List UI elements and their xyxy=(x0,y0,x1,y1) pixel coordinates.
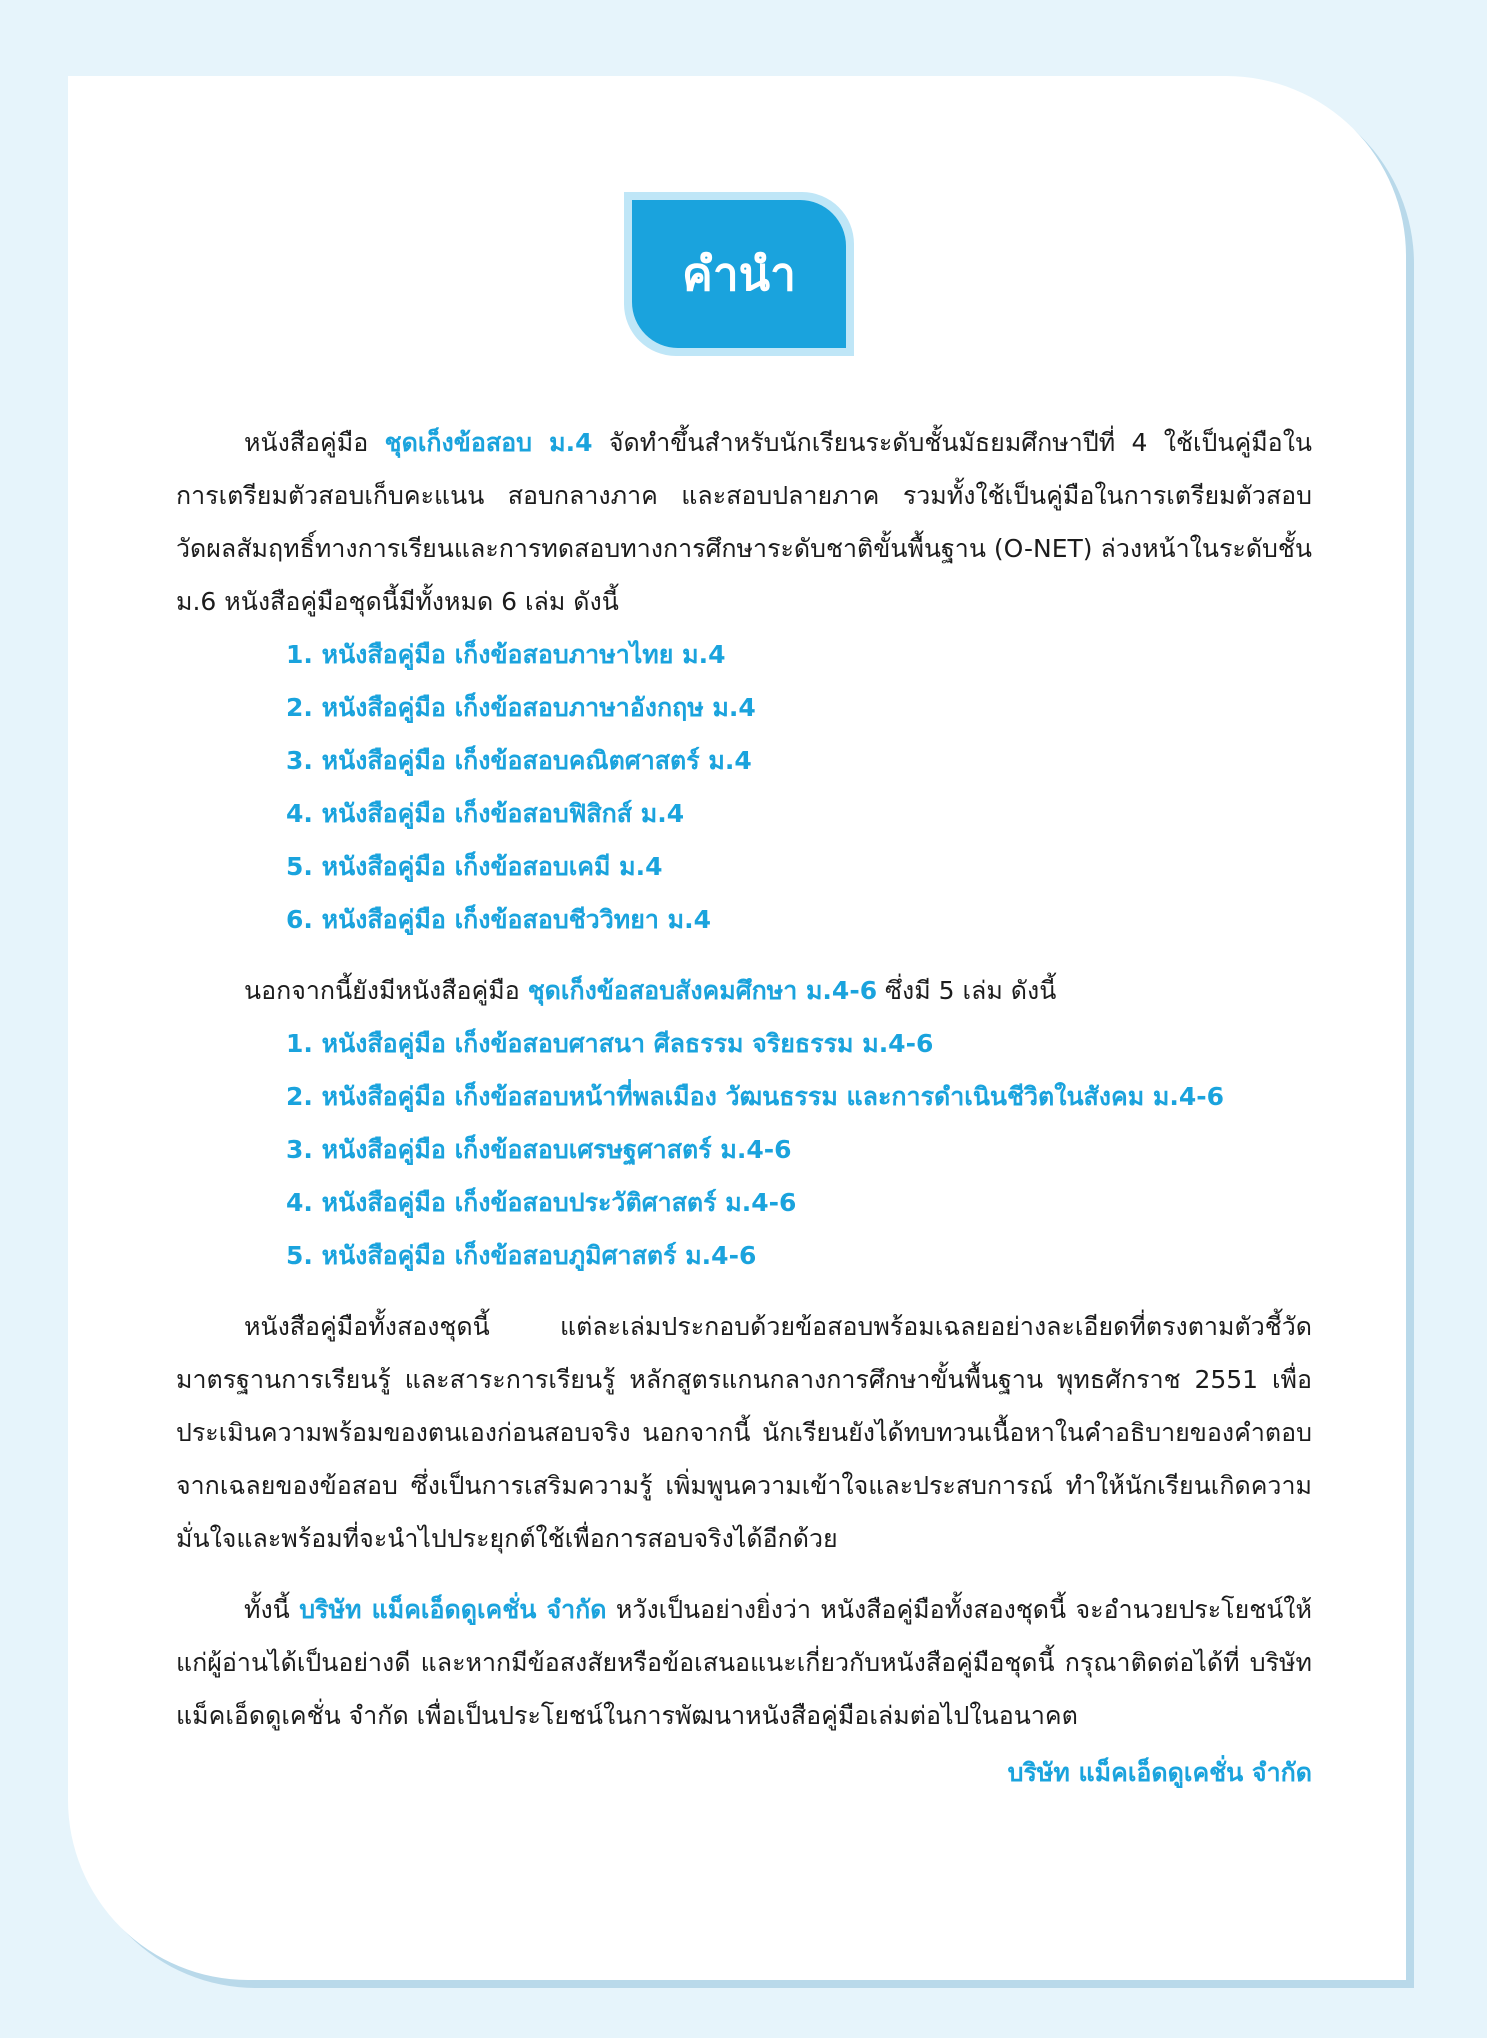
list-item: 3. หนังสือคู่มือ เก็งข้อสอบเศรษฐศาสตร์ ม.4-6 xyxy=(286,1135,792,1164)
paragraph-closing-pre: ทั้งนี้ xyxy=(244,1595,300,1624)
spacer xyxy=(176,1565,1312,1583)
paragraph-social-post: ซึ่งมี 5 เล่ม ดังนี้ xyxy=(877,976,1057,1005)
signature: บริษัท แม็คเอ็ดดูเคชั่น จำกัด xyxy=(1007,1758,1312,1787)
company-name: บริษัท แม็คเอ็ดดูเคชั่น จำกัด xyxy=(299,1595,607,1624)
list-item: 6. หนังสือคู่มือ เก็งข้อสอบชีววิทยา ม.4 xyxy=(286,905,711,934)
list-item: 5. หนังสือคู่มือ เก็งข้อสอบภูมิศาสตร์ ม.4-6 xyxy=(286,1241,757,1270)
paragraph-social xyxy=(176,964,1312,1017)
paragraph-intro-post: จัดทำขึ้นสำหรับนักเรียนระดับชั้นมัธยมศึกษาปีที่ 4 ใช้เป็นคู่มือในการเตรียมตัวสอบเก็บคะแนน สอบกลางภาค และสอบปลายภาค รวมทั้งใช้เป็นคู่มือในการเตรียมตัวสอบวัดผลสัมฤทธิ์ทางการเรียนและการทดสอบทางการศึกษาระดับชาติขั้นพื้นฐาน (O-NET) ล่วงหน้าในระดับชั้น ม.6 หนังสือคู่มือชุดนี้มีทั้งหมด 6 เล่ม ดังนี้ xyxy=(176,428,1312,616)
page-title: คำนำ xyxy=(682,246,796,301)
list-item: 2. หนังสือคู่มือ เก็งข้อสอบภาษาอังกฤษ ม.4 xyxy=(286,693,756,722)
list-item: 4. หนังสือคู่มือ เก็งข้อสอบประวัติศาสตร์ ม.4-6 xyxy=(286,1188,797,1217)
paragraph-social-pre: นอกจากนี้ยังมีหนังสือคู่มือ xyxy=(244,976,528,1005)
paragraph-intro xyxy=(176,416,1312,628)
paragraph-closing xyxy=(176,1583,1312,1742)
series-name-social: ชุดเก็งข้อสอบสังคมศึกษา ม.4-6 xyxy=(527,976,878,1005)
list-item: 1. หนังสือคู่มือ เก็งข้อสอบภาษาไทย ม.4 xyxy=(286,640,726,669)
paragraph-closing-post: หวังเป็นอย่างยิ่งว่า หนังสือคู่มือทั้งสองชุดนี้ จะอำนวยประโยชน์ให้แก่ผู้อ่านได้เป็นอย่างดี และหากมีข้อสงสัยหรือข้อเสนอแนะเกี่ยวกับหนังสือคู่มือชุดนี้ กรุณาติดต่อได้ที่ บริษัท แม็คเอ็ดดูเคชั่น จำกัด เพื่อเป็นประโยชน์ในการพัฒนาหนังสือคู่มือเล่มต่อไปในอนาคต xyxy=(176,1595,1312,1730)
list-item: 3. หนังสือคู่มือ เก็งข้อสอบคณิตศาสตร์ ม.4 xyxy=(286,746,752,775)
spacer xyxy=(176,1282,1312,1300)
title-badge xyxy=(624,192,854,356)
paragraph-intro-pre: หนังสือคู่มือ xyxy=(244,428,385,457)
series-name-m4: ชุดเก็งข้อสอบ ม.4 xyxy=(384,428,593,457)
spacer xyxy=(176,946,1312,964)
title-badge-inner xyxy=(632,200,846,348)
list-item: 4. หนังสือคู่มือ เก็งข้อสอบฟิสิกส์ ม.4 xyxy=(286,799,685,828)
list-item: 2. หนังสือคู่มือ เก็งข้อสอบหน้าที่พลเมือง วัฒนธรรม และการดำเนินชีวิตในสังคม ม.4-6 xyxy=(286,1082,1225,1111)
list-item: 1. หนังสือคู่มือ เก็งข้อสอบศาสนา ศีลธรรม จริยธรรม ม.4-6 xyxy=(286,1029,934,1058)
list-item: 5. หนังสือคู่มือ เก็งข้อสอบเคมี ม.4 xyxy=(286,852,663,881)
preface-body xyxy=(176,416,1312,1799)
paragraph-content: หนังสือคู่มือทั้งสองชุดนี้ แต่ละเล่มประกอบด้วยข้อสอบพร้อมเฉลยอย่างละเอียดที่ตรงตามตัวชี้วัด มาตรฐานการเรียนรู้ และสาระการเรียนรู้ หลักสูตรแกนกลางการศึกษาขั้นพื้นฐาน พุทธศักราช 2551 เพื่อประเมินความพร้อมของตนเองก่อนสอบจริง นอกจากนี้ นักเรียนยังได้ทบทวนเนื้อหาในคำอธิบายของคำตอบจากเฉลยของข้อสอบ ซึ่งเป็นการเสริมความรู้ เพิ่มพูนความเข้าใจและประสบการณ์ ทำให้นักเรียนเกิดความมั่นใจและพร้อมที่จะนำไปประยุกต์ใช้เพื่อการสอบจริงได้อีกด้วย xyxy=(176,1312,1312,1553)
